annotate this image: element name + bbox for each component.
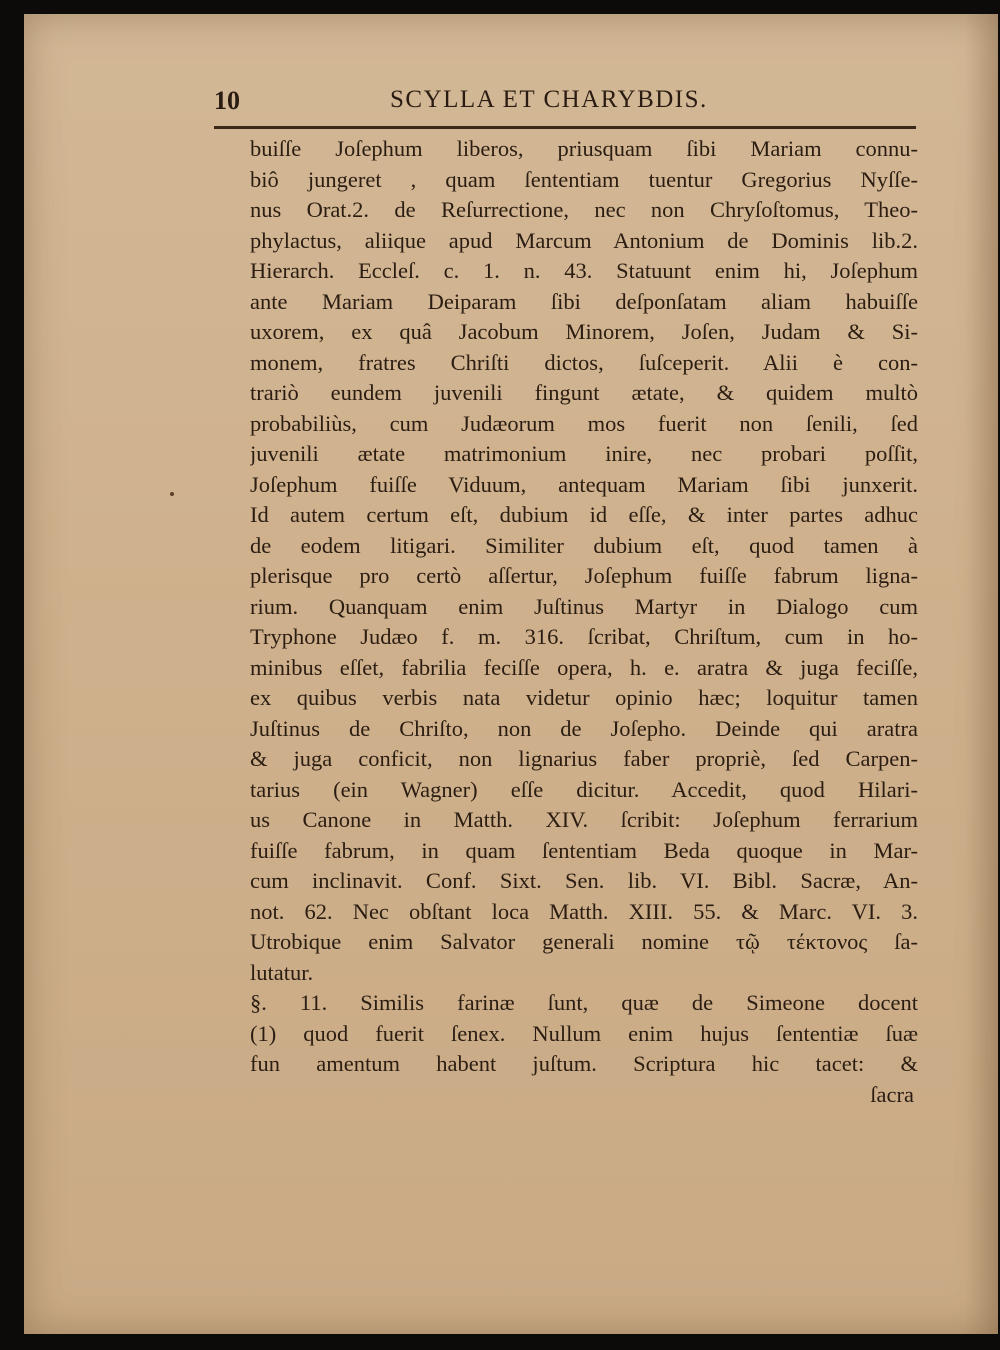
running-title: SCYLLA ET CHARYBDIS.	[390, 86, 708, 113]
text-line: fun amentum habent juſtum. Scriptura hic tacet: &	[250, 1051, 918, 1076]
text-line: fuiſſe fabrum, in quam ſententiam Beda quoque in Mar-	[250, 837, 918, 863]
text-line: Id autem certum eſt, dubium id eſſe, & inter partes adhuc	[250, 502, 918, 527]
text-line: (1) quod fuerit ſenex. Nullum enim hujus ſententiæ ſuæ	[250, 1020, 918, 1046]
text-line: Joſephum fuiſſe Viduum, antequam Mariam ſibi junxerit.	[250, 471, 918, 497]
text-line: rium. Quanquam enim Juſtinus Martyr in Dialogo cum	[250, 593, 918, 619]
text-line: Hierarch. Eccleſ. c. 1. n. 43. Statuunt enim hi, Joſephum	[250, 258, 918, 283]
page-header	[214, 80, 924, 124]
page-number: 10	[214, 86, 240, 115]
header-rule	[214, 126, 916, 129]
text-line: us Canone in Matth. XIV. ſcribit: Joſephum ferrarium	[250, 807, 918, 832]
text-line: uxorem, ex quâ Jacobum Minorem, Joſen, Judam & Si-	[250, 319, 918, 344]
text-line: §. 11. Similis farinæ ſunt, quæ de Simeone docent	[250, 990, 918, 1015]
text-line: ex quibus verbis nata videtur opinio hæc; loquitur tamen	[250, 685, 918, 710]
text-line: plerisque pro certò aſſertur, Joſephum fuiſſe fabrum ligna-	[250, 563, 918, 588]
text-line: & juga conficit, non lignarius faber propriè, ſed Carpen-	[250, 746, 918, 771]
body-text	[250, 134, 918, 1110]
text-line: nus Orat.2. de Reſurrectione, nec non Chryſoſtomus, Theo-	[250, 197, 918, 222]
text-line: lutatur.	[250, 959, 314, 985]
text-line: Juſtinus de Chriſto, non de Joſepho. Deinde qui aratra	[250, 715, 918, 741]
text-line: Tryphone Judæo f. m. 316. ſcribat, Chriſtum, cum in ho-	[250, 624, 918, 649]
text-line: buiſſe Joſephum liberos, priusquam ſibi Mariam connu-	[250, 136, 918, 161]
text-line: de eodem litigari. Similiter dubium eſt, quod tamen à	[250, 532, 918, 558]
text-line: tarius (ein Wagner) eſſe dicitur. Accedit, quod Hilari-	[250, 776, 918, 802]
text-line: not. 62. Nec obſtant loca Matth. XIII. 55. & Marc. VI. 3.	[250, 898, 918, 924]
text-line: juvenili ætate matrimonium inire, nec probari poſſit,	[250, 441, 918, 466]
text-line: minibus eſſet, fabrilia feciſſe opera, h. e. aratra & juga feciſſe,	[250, 654, 918, 680]
catchword: ſacra	[870, 1081, 914, 1107]
text-line: biô jungeret , quam ſententiam tuentur Gregorius Nyſſe-	[250, 166, 918, 192]
text-line: trariò eundem juvenili fingunt ætate, & quidem multò	[250, 380, 918, 405]
text-line: cum inclinavit. Conf. Sixt. Sen. lib. VI. Bibl. Sacræ, An-	[250, 868, 918, 893]
text-line: probabiliùs, cum Judæorum mos fuerit non ſenili, ſed	[250, 410, 918, 436]
text-line: ante Mariam Deiparam ſibi deſponſatam aliam habuiſſe	[250, 288, 918, 314]
text-line: phylactus, aliique apud Marcum Antonium de Dominis lib.2.	[250, 227, 918, 253]
ink-speck	[170, 492, 174, 496]
text-line: monem, fratres Chriſti dictos, ſuſceperit. Alii è con-	[250, 349, 918, 375]
text-line: Utrobique enim Salvator generali nomine τῷ τέκτονος ſa-	[250, 929, 918, 954]
